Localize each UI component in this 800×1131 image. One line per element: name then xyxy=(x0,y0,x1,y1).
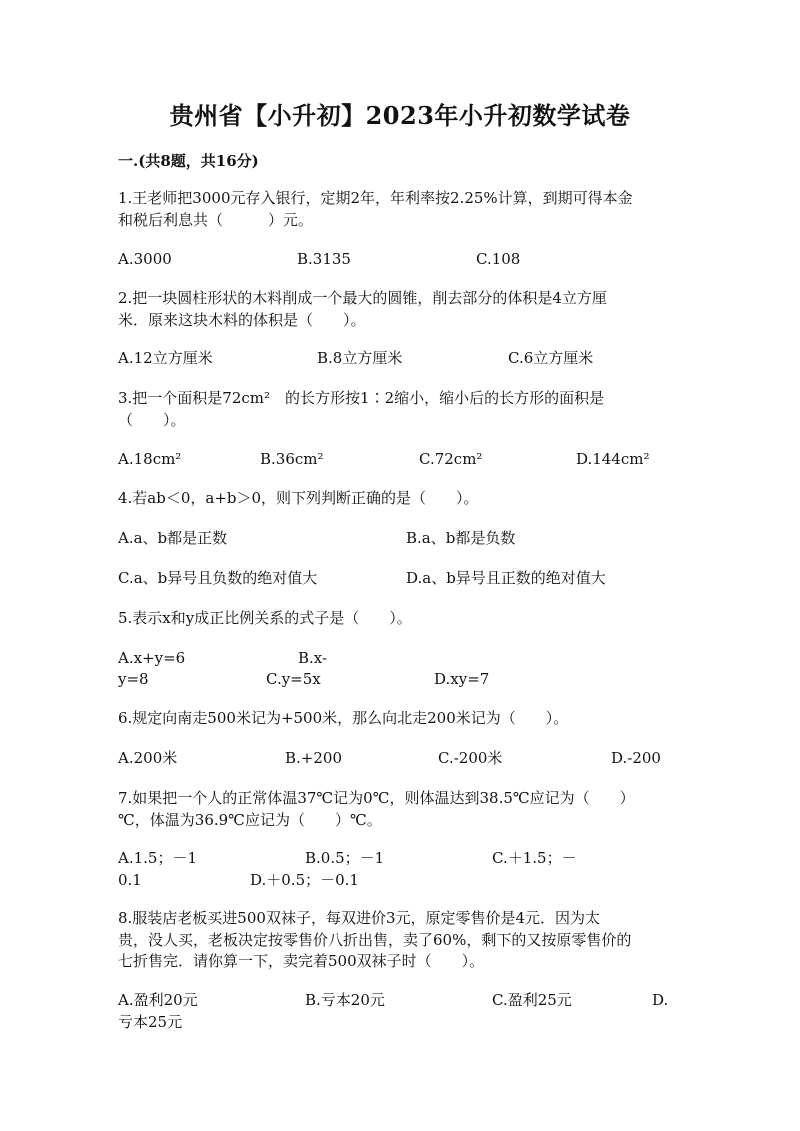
question-5-option-d: D.xy=7 xyxy=(434,670,490,688)
question-4-option-b: B.a、b都是负数 xyxy=(406,529,516,547)
question-3-option-c: C.72cm² xyxy=(419,450,483,468)
question-3-text-line-2: （ ）。 xyxy=(118,411,186,429)
question-8-text-line-3: 七折售完．请你算一下，卖完着500双袜子时（ ）。 xyxy=(118,952,485,970)
question-1-text-line-1: 1.王老师把3000元存入银行，定期2年，年利率按2.25%计算，到期可得本金 xyxy=(118,189,633,207)
question-3-option-b: B.36cm² xyxy=(260,450,324,468)
question-7-option-c-part-1: C.＋1.5；－ xyxy=(492,849,577,867)
question-8-text-line-2: 贵，没人买，老板决定按零售价八折出售，卖了60%，剩下的又按原零售价的 xyxy=(118,931,632,949)
section-heading: 一.(共8题，共16分) xyxy=(118,152,259,170)
question-2-option-b: B.8立方厘米 xyxy=(317,349,403,367)
page-title: 贵州省【小升初】2023年小升初数学试卷 xyxy=(169,101,631,130)
question-2-text-line-1: 2.把一块圆柱形状的木料削成一个最大的圆锥，削去部分的体积是4立方厘 xyxy=(118,289,607,307)
question-5-option-a: A.x+y=6 xyxy=(118,649,186,667)
question-2-text-line-2: 米．原来这块木料的体积是（ ）。 xyxy=(118,311,366,329)
question-6-option-d: D.-200 xyxy=(611,749,661,767)
question-6-text-line-1: 6.规定向南走500米记为+500米，那么向北走200米记为（ ）。 xyxy=(118,709,569,727)
question-4-option-c: C.a、b异号且负数的绝对值大 xyxy=(118,569,318,587)
question-8-option-b: B.亏本20元 xyxy=(305,991,385,1009)
question-8-option-a: A.盈利20元 xyxy=(118,991,198,1009)
question-3-text-line-1: 3.把一个面积是72cm² 的长方形按1∶2缩小，缩小后的长方形的面积是 xyxy=(118,389,605,407)
question-8-option-c: C.盈利25元 xyxy=(492,991,572,1009)
question-7-option-b: B.0.5；－1 xyxy=(305,849,385,867)
question-8-option-d-part-1: D. xyxy=(652,991,669,1009)
question-7-option-c-part-2: 0.1 xyxy=(118,871,142,889)
question-5-text-line-1: 5.表示x和y成正比例关系的式子是（ ）。 xyxy=(118,609,412,627)
question-4-option-a: A.a、b都是正数 xyxy=(118,529,228,547)
question-3-option-d: D.144cm² xyxy=(576,450,650,468)
question-6-option-a: A.200米 xyxy=(118,749,178,767)
question-4-text-line-1: 4.若ab＜0，a+b＞0，则下列判断正确的是（ ）。 xyxy=(118,489,479,507)
question-1-text-line-2: 和税后利息共（ ）元。 xyxy=(118,211,314,229)
question-7-option-d: D.＋0.5；－0.1 xyxy=(250,871,359,889)
question-1-option-c: C.108 xyxy=(476,250,521,268)
question-4-option-d: D.a、b异号且正数的绝对值大 xyxy=(406,569,606,587)
question-8-text-line-1: 8.服装店老板买进500双袜子，每双进价3元，原定零售价是4元．因为太 xyxy=(118,909,601,927)
question-1-option-b: B.3135 xyxy=(297,250,351,268)
question-7-option-a: A.1.5；－1 xyxy=(118,849,197,867)
question-3-option-a: A.18cm² xyxy=(118,450,182,468)
question-5-option-b-part-2: y=8 xyxy=(118,670,149,688)
question-5-option-b-part-1: B.x- xyxy=(298,649,328,667)
question-2-option-a: A.12立方厘米 xyxy=(118,349,213,367)
question-6-option-b: B.+200 xyxy=(285,749,342,767)
question-7-text-line-2: ℃，体温为36.9℃应记为（ ）℃。 xyxy=(118,811,382,829)
question-1-option-a: A.3000 xyxy=(118,250,172,268)
question-7-text-line-1: 7.如果把一个人的正常体温37℃记为0℃，则体温达到38.5℃应记为（ ） xyxy=(118,789,635,807)
question-8-option-d-part-2: 亏本25元 xyxy=(118,1013,183,1031)
question-6-option-c: C.-200米 xyxy=(438,749,503,767)
question-5-option-c: C.y=5x xyxy=(266,670,321,688)
question-2-option-c: C.6立方厘米 xyxy=(508,349,594,367)
